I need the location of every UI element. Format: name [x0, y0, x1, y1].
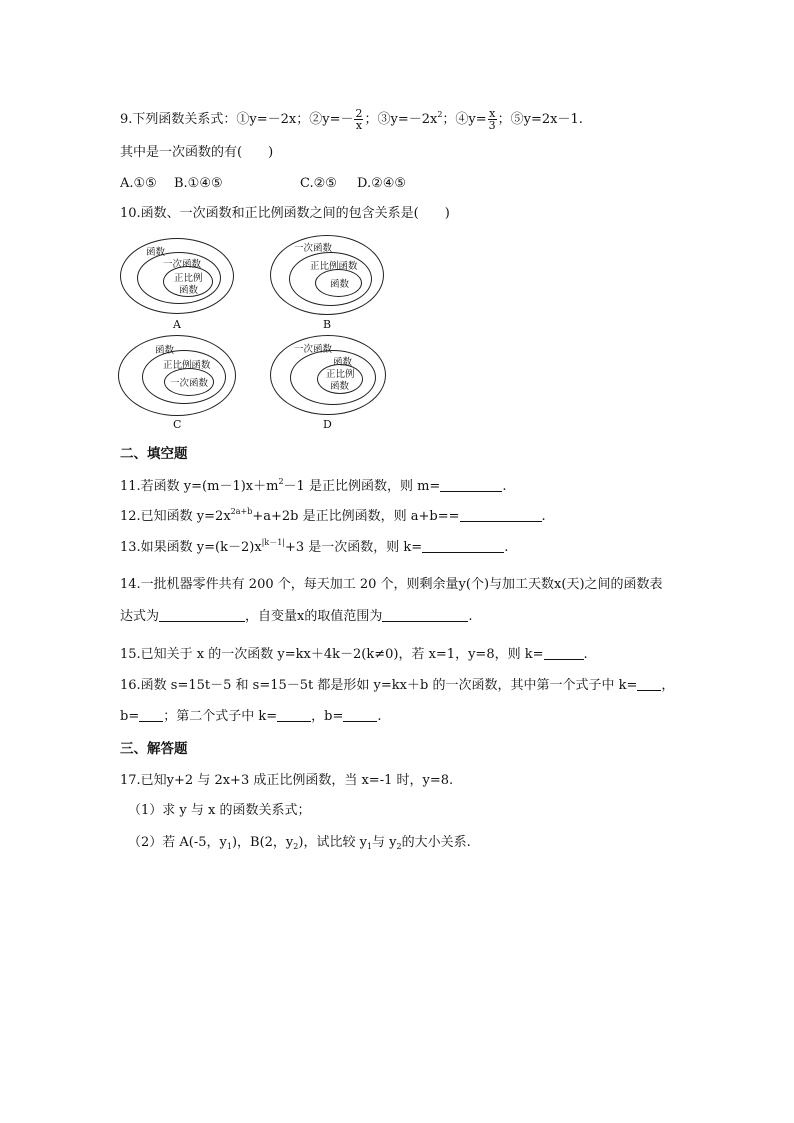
section-heading-fill-in: 二、填空题	[120, 446, 188, 462]
answer-blank[interactable]	[422, 539, 504, 553]
q9-stem: 9.下列函数关系式：①y=－2x；②y=－ $\frac{2}{x}$ ；$③y=-2x^2$；④y= $\frac{x}{3}$ ；⑤y=2x－1.	[120, 107, 583, 132]
caption: C	[173, 418, 182, 431]
q16-line2: b= ；第二个式子中 k= ，b= .	[120, 709, 382, 724]
answer-blank[interactable]	[460, 508, 542, 522]
middle-label: 一次函数	[163, 259, 202, 270]
q10-stem: 10.函数、一次函数和正比例函数之间的包含关系是( )	[120, 206, 450, 221]
outer-label: 一次函数	[294, 344, 333, 355]
q14-line1: 14.一批机器零件共有 200 个，每天加工 20 个，则剩余量y(个)与加工天数x(天)之间的函数表	[120, 577, 663, 592]
q15: 15.已知关于 x 的一次函数 y=kx＋4k－2(k≠0)，若 x=1，y=8，则 k= .	[120, 647, 588, 662]
caption: B	[323, 318, 332, 331]
fraction-2-over-x: $\frac{2}{x}$	[355, 107, 363, 132]
caption: A	[173, 318, 181, 331]
outer-label: 一次函数	[294, 243, 333, 254]
answer-blank[interactable]	[440, 478, 502, 492]
q9-option-b: B.①④⑤	[174, 176, 223, 191]
caption: D	[323, 418, 332, 431]
inner-label-2: 函数	[179, 285, 199, 296]
answer-blank[interactable]	[277, 708, 311, 722]
q13: 13.如果函数 $y=(k-2)x^{|k-1|}+3$ 是一次函数，则 k= .	[120, 538, 509, 555]
inner-label-1: 函数	[330, 279, 350, 290]
inner-label-2: 函数	[330, 381, 350, 392]
answer-blank[interactable]	[159, 608, 245, 622]
q14-line2: 达式为 ，自变量x的取值范围为 .	[120, 609, 473, 624]
q9-option-a: A.①⑤	[120, 176, 157, 191]
inner-label-1: 正比例	[326, 369, 355, 380]
q17-part2: （2）若 A(-5，$y_1$)，B(2，$y_2$)，试比较 $y_1$与 $y_2$的大小关系.	[128, 835, 471, 851]
answer-blank[interactable]	[139, 708, 163, 722]
outer-label: 函数	[155, 345, 175, 356]
middle-label: 正比例函数	[310, 261, 358, 272]
q17-stem: 17.已知y+2 与 2x+3 成正比例函数，当 x=-1 时，y=8.	[120, 773, 454, 788]
q11: 11.若函数 $y=(m-1)x+m^2-1$ 是正比例函数，则 m= .	[120, 477, 507, 494]
q16-line1: 16.函数 s=15t－5 和 s=15－5t 都是形如 y=kx＋b 的一次函数，其中第一个式子中 k= ，	[120, 678, 675, 693]
q17-part1: （1）求 y 与 x 的函数关系式；	[128, 803, 311, 818]
answer-blank[interactable]	[382, 608, 468, 622]
outer-label: 函数	[146, 247, 166, 258]
answer-blank[interactable]	[637, 677, 661, 691]
inner-label-1: 正比例	[174, 273, 203, 284]
q12: 12.已知函数 $y=2x^{2a+b}+a+2b$ 是正比例函数，则 a+b== .	[120, 507, 546, 524]
fraction-x-over-3: $\frac{x}{3}$	[488, 107, 496, 132]
inner-label-1: 一次函数	[170, 378, 209, 389]
middle-label: 正比例函数	[163, 360, 211, 371]
section-heading-answer: 三、解答题	[120, 741, 188, 757]
answer-blank[interactable]	[544, 646, 584, 660]
q9-option-d: D.②④⑤	[357, 176, 407, 191]
answer-blank[interactable]	[343, 708, 377, 722]
q9-option-c: C.②⑤	[300, 176, 337, 191]
q9-question: 其中是一次函数的有( )	[120, 145, 274, 160]
middle-label: 函数	[333, 357, 353, 368]
